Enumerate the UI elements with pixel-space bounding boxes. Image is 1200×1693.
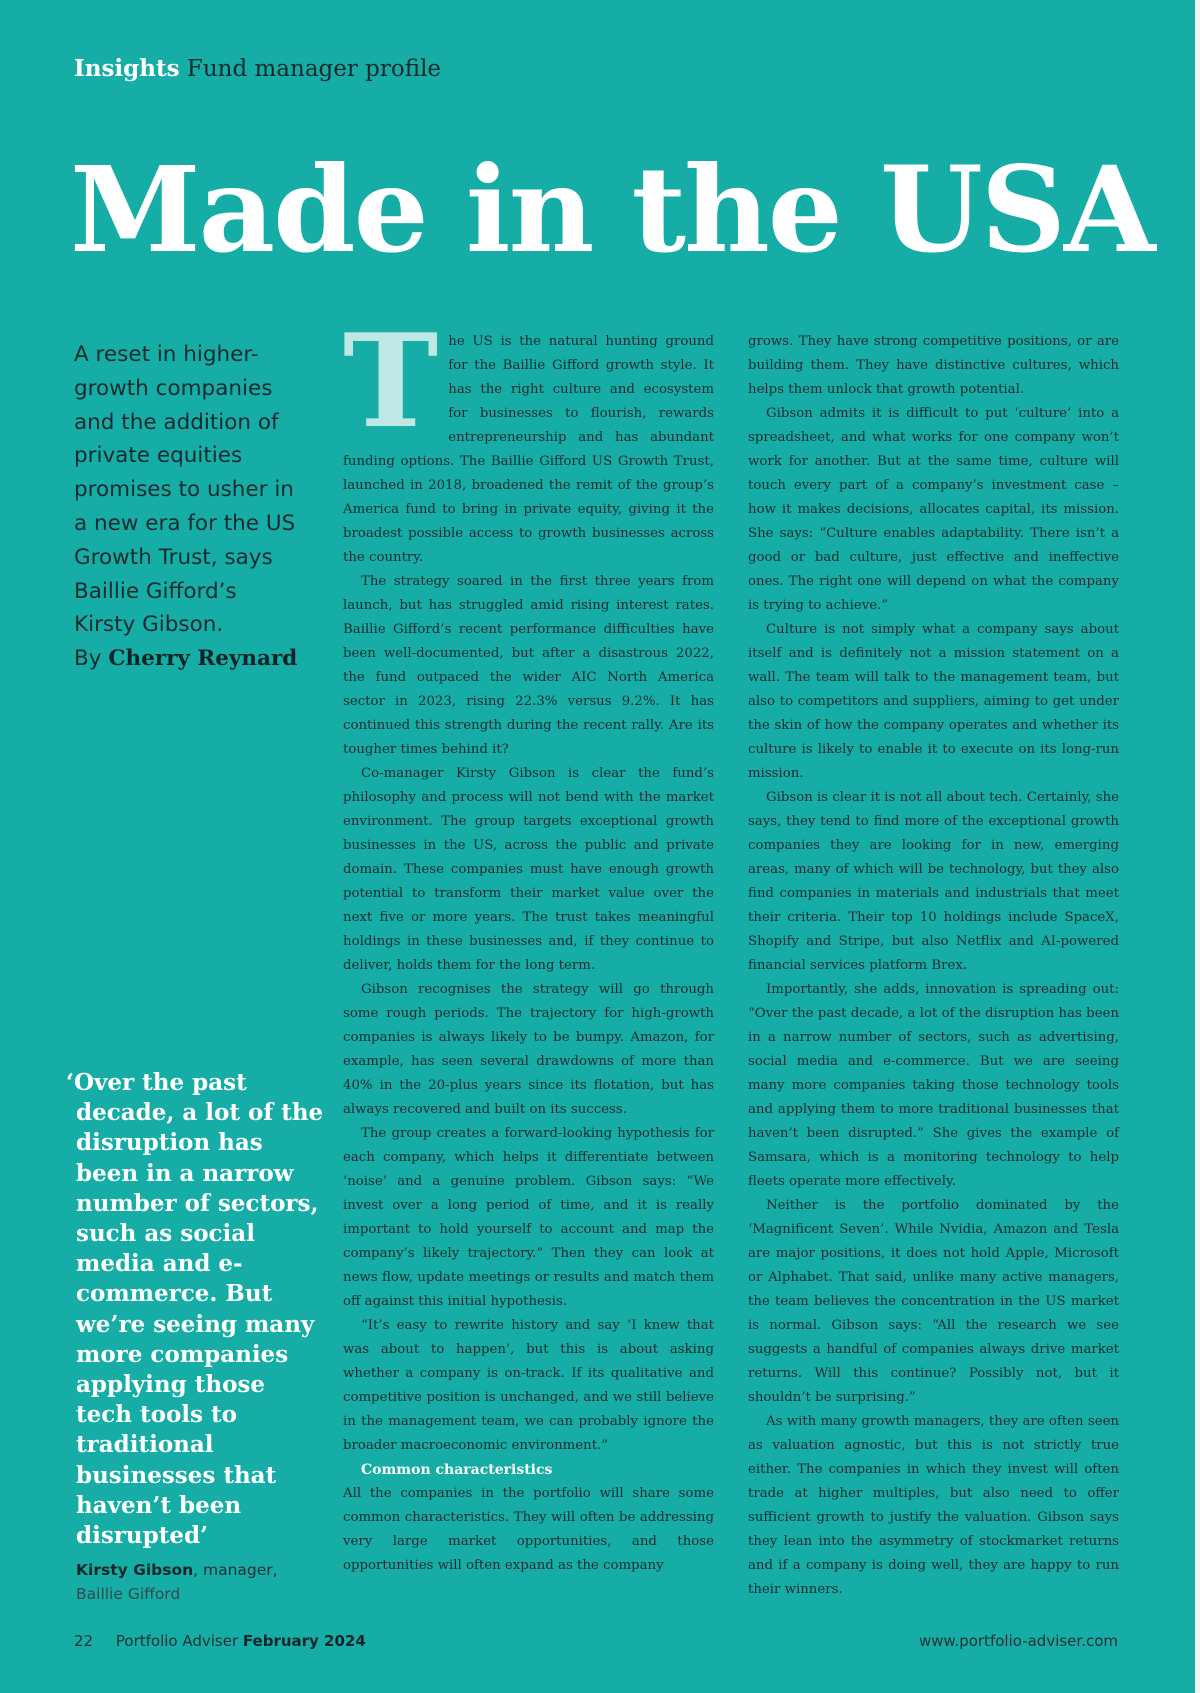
article-column-1 [343, 307, 714, 1578]
publication-name: Portfolio Adviser [115, 1632, 239, 1650]
section-topic: Fund manager profile [186, 56, 442, 82]
body-paragraph [343, 307, 714, 570]
body-paragraph: Co-manager Kirsty Gibson is clear the fund’s philosophy and process will not bend with the market environment. The group targets exceptional growth businesses in the US, across the public and private domain. These companies must have enough growth potential to transform their market value over the next five or more years. The trust takes meaningful holdings in these businesses and, if they continue to deliver, holds them for the long term. [343, 766, 714, 973]
article-column-2 [748, 330, 1119, 1602]
body-paragraph: grows. They have strong competitive positions, or are building them. They have distinctive cultures, which helps them unlock that growth potential. [748, 334, 1119, 397]
byline-prefix: By [74, 646, 102, 672]
standfirst-text: A reset in higher-growth companies and the addition of private equities promises to usher in a new era for the US Growth Trust, says Baillie Gifford’s Kirsty Gibson. [74, 342, 296, 638]
body-paragraph: Gibson admits it is difficult to put ‘culture’ into a spreadsheet, and what works for one company won’t work for another. But at the same time, culture will touch every part of a company’s investment case – how it makes decisions, allocates capital, its mission. She says: “Culture enables adaptability. There isn’t a good or bad culture, just effective and ineffective ones. The right one will depend on what the company is trying to achieve.” [748, 406, 1119, 613]
page-number: 22 [74, 1632, 94, 1650]
section-header [74, 54, 441, 84]
section-label: Insights [74, 55, 180, 82]
standfirst [74, 338, 304, 676]
body-paragraph: The group creates a forward-looking hypothesis for each company, which helps it differentiate between ‘noise’ and a genuine problem. Gibson says: “We invest over a long period of time, and it is really important to hold yourself to account and map the company’s likely trajectory.” Then they can look at news flow, update meetings or results and match them off against this initial hypothesis. [343, 1126, 714, 1309]
attribution-name: Kirsty Gibson [76, 1561, 194, 1579]
subheading: Common characteristics [361, 1462, 553, 1478]
website-url: www.portfolio-adviser.com [919, 1632, 1118, 1650]
body-paragraph: As with many growth managers, they are often seen as valuation agnostic, but this is not strictly true either. The companies in which they invest will often trade at higher multiples, but also need to offer sufficient growth to justify the valuation. Gibson says they lean into the asymmetry of stockmarket returns and if a company is doing well, they are happy to run their winners. [748, 1414, 1119, 1597]
pull-quote: ‘Over the past decade, a lot of the disruption has been in a narrow number of sectors, such as social media and e-commerce. But we’re seeing many more companies applying those tech tools to traditional businesses that haven’t been disrupted’ [66, 1069, 324, 1550]
body-paragraph: Importantly, she adds, innovation is spreading out: “Over the past decade, a lot of the disruption has been in a narrow number of sectors, such as advertising, social media and e-commerce. But we are seeing many more companies taking those technology tools and applying them to more traditional businesses that haven’t been disrupted.” She gives the example of Samsara, which is a monitoring technology to help fleets operate more effectively. [748, 982, 1119, 1189]
attribution-org: Baillie Gifford [76, 1585, 181, 1603]
page-footer [74, 1632, 366, 1650]
body-paragraph: All the companies in the portfolio will share some common characteristics. They will often be addressing very large market opportunities, and those opportunities will often expand as the company [343, 1486, 714, 1573]
body-paragraph: Gibson recognises the strategy will go through some rough periods. The trajectory for high-growth companies is always likely to be bumpy. Amazon, for example, has seen several drawdowns of more than 40% in the 20-plus years since its flotation, but has always recovered and built on its success. [343, 982, 714, 1117]
article-title: Made in the USA [70, 140, 1154, 279]
byline-author: Cherry Reynard [108, 646, 298, 672]
drop-cap: T [343, 307, 439, 457]
body-paragraph: “It’s easy to rewrite history and say ‘I knew that was about to happen’, but this is about asking whether a company is on-track. If its qualitative and competitive position is unchanged, and we still believe in the management team, we can probably ignore the broader macroeconomic environment.” [343, 1318, 714, 1453]
attribution-role: , manager, [193, 1561, 278, 1579]
issue-date: February 2024 [242, 1632, 366, 1650]
body-paragraph: Culture is not simply what a company says about itself and is definitely not a mission statement on a wall. The team will talk to the management team, but also to competitors and suppliers, aiming to get under the skin of how the company operates and whether its culture is likely to enable it to execute on its long-run mission. [748, 622, 1119, 781]
body-paragraph: Gibson is clear it is not all about tech. Certainly, she says, they tend to find more of the exceptional growth companies they are looking for in new, emerging areas, many of which will be technology, but they also find companies in materials and industrials that meet their criteria. Their top 10 holdings include SpaceX, Shopify and Stripe, but also Netflix and AI-powered financial services platform Brex. [748, 790, 1119, 973]
paragraph-text: he US is the natural hunting ground for the Baillie Gifford growth style. It has the right culture and ecosystem for businesses to flourish, rewards entrepreneurship and has abundant funding options. The Baillie Gifford US Growth Trust, launched in 2018, broadened the remit of the group’s America fund to bring in private equity, giving it the broadest possible access to growth businesses across the country. [343, 334, 714, 565]
page-edge [1195, 0, 1200, 1693]
body-paragraph: The strategy soared in the first three years from launch, but has struggled amid rising interest rates. Baillie Gifford’s recent performance difficulties have been well-documented, but after a disastrous 2022, the fund outpaced the wider AIC North America sector in 2023, rising 22.3% versus 9.2%. It has continued this strength during the recent rally. Are its tougher times behind it? [343, 574, 714, 757]
pull-quote-attribution [76, 1558, 306, 1606]
body-paragraph: Neither is the portfolio dominated by the ‘Magnificent Seven’. While Nvidia, Amazon and Tesla are major positions, it does not hold Apple, Microsoft or Alphabet. That said, unlike many active managers, the team believes the concentration in the US market is normal. Gibson says: “All the research we see suggests a handful of companies always drive market returns. Will this continue? Possibly not, but it shouldn’t be surprising.” [748, 1198, 1119, 1405]
